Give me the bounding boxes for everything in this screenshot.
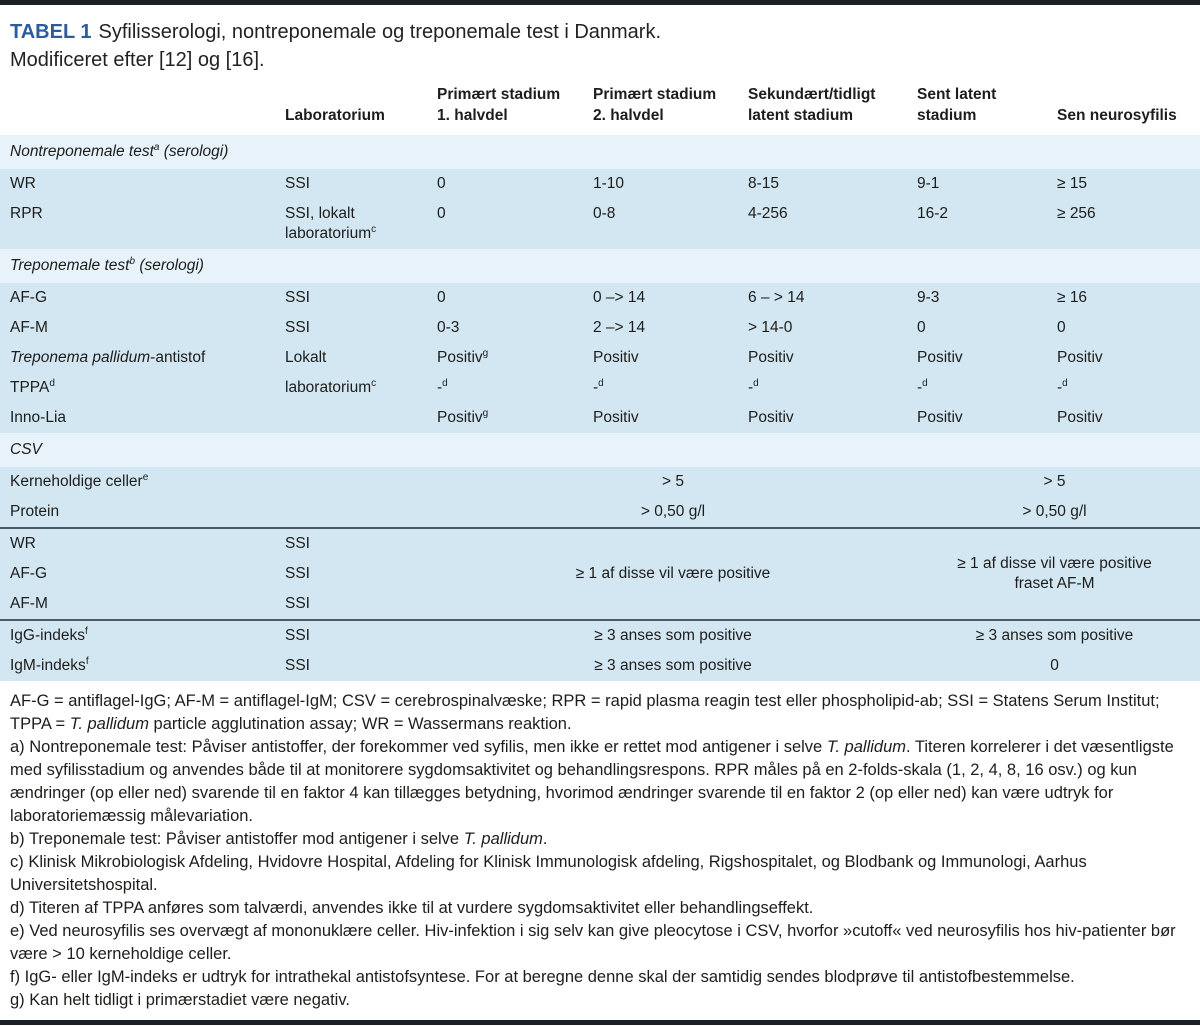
text-segment: d) Titeren af TPPA anføres som talværdi, anvendes ikke til at vurdere sygdomsaktivitet eller behandlingseffekt.: [10, 899, 814, 917]
text-segment: CSV: [10, 441, 42, 458]
column-header-line1: Primært stadium: [593, 86, 717, 103]
value-cell: [1057, 313, 1200, 343]
value-cell: [437, 343, 593, 373]
column-header-4: [748, 84, 917, 135]
text-segment: Kerneholdige celler: [10, 473, 143, 490]
text-segment: ≥ 1 af disse vil være positive: [957, 555, 1152, 572]
table-row: [0, 620, 1200, 651]
superscript-note-ref: f: [84, 625, 88, 637]
value-cell: [437, 373, 593, 403]
text-segment: -antistof: [150, 349, 206, 366]
table-row: [0, 199, 1200, 249]
text-segment: Positiv: [917, 349, 963, 366]
bottom-rule: [0, 1020, 1200, 1025]
text-segment: Protein: [10, 503, 60, 520]
superscript-note-ref: d: [753, 377, 759, 389]
value-cell: [917, 313, 1057, 343]
footnote-line: [10, 736, 1190, 828]
text-segment: Positiv: [917, 409, 963, 426]
text-segment: c) Klinisk Mikrobiologisk Afdeling, Hvidovre Hospital, Afdeling for Klinisk Immunologisk afdeling, Rigshospitalet, og Blodbank og Immunologi, Aarhus Universitetshospital.: [10, 853, 1087, 894]
value-cell: [285, 403, 437, 433]
table-row: [0, 403, 1200, 433]
text-segment: SSI: [285, 319, 310, 336]
value-cell: [285, 528, 437, 559]
value-cell: [285, 199, 437, 249]
value-cell: [1057, 283, 1200, 313]
text-segment: .: [542, 830, 548, 848]
text-segment: b) Treponemale test: Påviser antistoffer mod antigener i selve: [10, 830, 464, 848]
text-segment: 2 –> 14: [593, 319, 646, 336]
row-label-cell: [0, 373, 285, 403]
value-cell: [437, 467, 917, 497]
text-segment: -: [917, 379, 923, 396]
text-segment: ≥ 15: [1057, 175, 1088, 192]
table-row: [0, 313, 1200, 343]
table-caption-line2: Modificeret efter [12] og [16].: [10, 49, 265, 71]
table-caption: [0, 5, 1200, 84]
text-segment: Lokalt: [285, 349, 327, 366]
table-row: [0, 169, 1200, 199]
value-cell: [1057, 169, 1200, 199]
superscript-note-ref: g: [482, 347, 489, 359]
text-segment: ≥ 256: [1057, 205, 1096, 222]
value-cell: [917, 283, 1057, 313]
text-segment: > 5: [662, 473, 684, 490]
column-header-line2: 1. halvdel: [437, 107, 508, 124]
latin-term: T. pallidum: [826, 738, 906, 756]
text-segment: AF-M: [10, 595, 48, 612]
text-segment: IgG-indeks: [10, 627, 85, 644]
row-label-cell: [0, 589, 285, 620]
value-cell: [748, 343, 917, 373]
column-header-2: [437, 84, 593, 135]
text-segment: -: [593, 379, 599, 396]
text-segment: 0: [437, 205, 446, 222]
table-caption-text: Syfilisserologi, nontreponemale og treponemale test i Danmark.: [98, 21, 662, 43]
text-segment: AF-G = antiflagel-IgG; AF-M = antiflagel-IgM; CSV = cerebrospinalvæske; RPR = rapid plasma reagin test eller phospholipid-ab; SSI = Statens Serum Institut; TPPA =: [10, 692, 1160, 733]
column-header-6: [1057, 84, 1200, 135]
text-segment: Positiv: [593, 349, 639, 366]
superscript-note-ref: f: [85, 655, 89, 667]
text-segment: Treponemale test: [10, 257, 130, 274]
text-segment: RPR: [10, 205, 43, 222]
table-body: [0, 135, 1200, 681]
text-segment: -: [748, 379, 754, 396]
value-cell: [917, 651, 1200, 681]
text-segment: a) Nontreponemale test: Påviser antistoffer, der forekommer ved syfilis, men ikke er rettet mod antigener i selve: [10, 738, 827, 756]
row-label-cell: [0, 283, 285, 313]
value-cell: [748, 283, 917, 313]
value-cell: [593, 199, 748, 249]
value-cell: [748, 313, 917, 343]
text-segment: Positiv: [748, 349, 794, 366]
column-header-line1: Sekundært/tidligt: [748, 86, 876, 103]
text-segment: g) Kan helt tidligt i primærstadiet være negativ.: [10, 991, 350, 1009]
text-segment: 0-3: [437, 319, 460, 336]
text-segment: Inno-Lia: [10, 409, 67, 426]
superscript-note-ref: c: [371, 377, 377, 389]
value-cell: [285, 373, 437, 403]
column-header-1: [285, 84, 437, 135]
row-label-cell: [0, 651, 285, 681]
row-label-cell: [0, 620, 285, 651]
column-header-line2: latent stadium: [748, 107, 854, 124]
column-header-0: [0, 84, 285, 135]
text-segment: SSI: [285, 535, 310, 552]
text-segment: 9-1: [917, 175, 940, 192]
text-segment: SSI: [285, 657, 310, 674]
footnote-line: [10, 897, 1190, 920]
value-cell: [285, 620, 437, 651]
row-label-cell: [0, 169, 285, 199]
section-header-cell: [0, 433, 1200, 467]
text-segment: Nontreponemale test: [10, 143, 154, 160]
text-segment: SSI, lokalt: [285, 205, 355, 222]
latin-term: T. pallidum: [69, 715, 149, 733]
section-header-row: [0, 433, 1200, 467]
text-segment: 0: [437, 175, 446, 192]
section-header-row: [0, 135, 1200, 169]
text-segment: -: [437, 379, 443, 396]
text-segment: f) IgG- eller IgM-indeks er udtryk for intrathekal antistofsyntese. For at beregne denne skal der samtidig sendes blodprøve til antistofbestemmelse.: [10, 968, 1075, 986]
text-segment: SSI: [285, 595, 310, 612]
footnote-line: [10, 690, 1190, 736]
text-segment: 0: [1050, 657, 1059, 674]
value-cell: [748, 403, 917, 433]
value-cell: [437, 403, 593, 433]
value-cell: [1057, 403, 1200, 433]
text-segment: AF-G: [10, 289, 48, 306]
column-header-line2: Sen neurosyfilis: [1057, 107, 1177, 124]
value-cell: [285, 283, 437, 313]
text-segment: SSI: [285, 565, 310, 582]
value-cell: [437, 497, 917, 528]
superscript-note-ref: e: [142, 471, 149, 483]
latin-term: T. pallidum: [463, 830, 543, 848]
text-segment: Positiv: [437, 349, 483, 366]
value-cell: [917, 497, 1200, 528]
superscript-note-ref: b: [129, 255, 136, 267]
value-cell: [593, 403, 748, 433]
text-segment: Positiv: [437, 409, 483, 426]
value-cell: [917, 169, 1057, 199]
superscript-note-ref: c: [371, 223, 377, 235]
value-cell: [437, 169, 593, 199]
footnote-line: [10, 851, 1190, 897]
row-label-cell: [0, 559, 285, 589]
column-header-line2: stadium: [917, 107, 977, 124]
column-header-3: [593, 84, 748, 135]
value-cell: [437, 283, 593, 313]
column-header-line2: Laboratorium: [285, 107, 385, 124]
value-cell: [1057, 373, 1200, 403]
text-segment: (serologi): [135, 257, 204, 274]
text-segment: 8-15: [748, 175, 780, 192]
text-segment: 0: [917, 319, 926, 336]
text-segment: Positiv: [1057, 409, 1103, 426]
superscript-note-ref: d: [49, 377, 55, 389]
value-cell: [917, 199, 1057, 249]
value-cell: [1057, 199, 1200, 249]
superscript-note-ref: d: [598, 377, 604, 389]
value-cell: [917, 620, 1200, 651]
value-cell: [593, 169, 748, 199]
text-segment: . Titeren korrelerer i det væsentligste med syfilisstadium og anvendes både til at monitorere sygdomsaktivitet og behandlingsrespons. RPR måles på en 2-folds-skala (1, 2, 4, 8, 16 osv.) og kun ændringer (op eller ned) svarende til en faktor 4 kan tillægges betydning, hvorimod ændringer svarende til en faktor 2 (op eller ned) kan være udtryk for laboratoriemæssig målevariation.: [10, 738, 1174, 825]
text-segment: SSI: [285, 289, 310, 306]
value-cell: [917, 528, 1200, 620]
column-header-line1: Sent latent: [917, 86, 997, 103]
text-segment: SSI: [285, 627, 310, 644]
table-row: [0, 373, 1200, 403]
text-segment: 6 – > 14: [748, 289, 805, 306]
footnote-line: [10, 966, 1190, 989]
text-segment: ≥ 1 af disse vil være positive: [575, 565, 771, 582]
table-row: [0, 343, 1200, 373]
value-cell: [593, 343, 748, 373]
value-cell: [593, 283, 748, 313]
value-cell: [285, 497, 437, 528]
text-segment: > 0,50 g/l: [1022, 503, 1087, 520]
value-cell: [285, 559, 437, 589]
value-cell: [437, 651, 917, 681]
text-segment: SSI: [285, 175, 310, 192]
text-segment: particle agglutination assay; WR = Wassermans reaktion.: [148, 715, 572, 733]
value-cell: [285, 651, 437, 681]
text-segment: TPPA: [10, 379, 50, 396]
serology-table: [0, 84, 1200, 681]
column-header-row: [0, 84, 1200, 135]
value-cell: [917, 403, 1057, 433]
superscript-note-ref: d: [442, 377, 448, 389]
value-cell: [437, 199, 593, 249]
text-segment: WR: [10, 535, 36, 552]
value-cell: [285, 169, 437, 199]
column-header-line2: 2. halvdel: [593, 107, 664, 124]
value-cell: [748, 199, 917, 249]
value-cell: [593, 313, 748, 343]
text-segment: ≥ 3 anses som positive: [594, 657, 752, 674]
row-label-cell: [0, 313, 285, 343]
text-segment: (serologi): [159, 143, 229, 160]
table-header: [0, 84, 1200, 135]
superscript-note-ref: a: [153, 141, 160, 153]
value-cell: [1057, 343, 1200, 373]
row-label-cell: [0, 343, 285, 373]
text-segment: ≥ 3 anses som positive: [594, 627, 752, 644]
text-segment: > 14-0: [748, 319, 793, 336]
value-cell: [917, 467, 1200, 497]
value-cell: [285, 313, 437, 343]
table-row: [0, 467, 1200, 497]
section-header-cell: [0, 249, 1200, 283]
value-cell: [285, 589, 437, 620]
table-caption-label: TABEL 1: [10, 21, 92, 43]
text-segment: ≥ 3 anses som positive: [975, 627, 1134, 644]
row-label-cell: [0, 403, 285, 433]
text-segment: 0: [1057, 319, 1066, 336]
row-label-cell: [0, 528, 285, 559]
row-label-cell: [0, 467, 285, 497]
superscript-note-ref: d: [1062, 377, 1068, 389]
value-cell: [437, 313, 593, 343]
text-segment: 0 –> 14: [593, 289, 646, 306]
superscript-note-ref: d: [922, 377, 928, 389]
text-segment: laboratorium: [285, 225, 372, 242]
section-header-cell: [0, 135, 1200, 169]
text-segment: IgM-indeks: [10, 657, 86, 674]
text-segment: WR: [10, 175, 36, 192]
row-label-cell: [0, 497, 285, 528]
text-segment: 9-3: [917, 289, 940, 306]
text-segment: Positiv: [593, 409, 639, 426]
section-header-row: [0, 249, 1200, 283]
value-cell: [437, 620, 917, 651]
value-cell: [285, 467, 437, 497]
footnote-line: [10, 920, 1190, 966]
table-row: [0, 497, 1200, 528]
text-segment: 1-10: [593, 175, 625, 192]
column-header-5: [917, 84, 1057, 135]
text-segment: Positiv: [1057, 349, 1103, 366]
footnote-line: [10, 989, 1190, 1012]
text-segment: -: [1057, 379, 1063, 396]
text-segment: fraset AF-M: [1014, 575, 1095, 592]
text-segment: 4-256: [748, 205, 788, 222]
value-cell: [593, 373, 748, 403]
table-row: [0, 283, 1200, 313]
superscript-note-ref: g: [482, 407, 489, 419]
text-segment: ≥ 16: [1057, 289, 1088, 306]
text-segment: > 5: [1043, 473, 1066, 490]
table-row: [0, 651, 1200, 681]
value-cell: [437, 528, 917, 620]
value-cell: [748, 373, 917, 403]
column-header-line1: Primært stadium: [437, 86, 561, 103]
text-segment: laboratorium: [285, 379, 372, 396]
value-cell: [917, 343, 1057, 373]
text-segment: AF-M: [10, 319, 48, 336]
text-segment: Positiv: [748, 409, 794, 426]
text-segment: > 0,50 g/l: [640, 503, 706, 520]
latin-term: Treponema pallidum: [10, 349, 151, 366]
value-cell: [748, 169, 917, 199]
table-row: [0, 528, 1200, 559]
value-cell: [917, 373, 1057, 403]
text-segment: 0: [437, 289, 446, 306]
text-segment: AF-G: [10, 565, 48, 582]
row-label-cell: [0, 199, 285, 249]
footnote-line: [10, 828, 1190, 851]
footnotes: [0, 681, 1200, 1012]
text-segment: 16-2: [917, 205, 949, 222]
text-segment: e) Ved neurosyfilis ses overvægt af mononuklære celler. Hiv-infektion i sig selv kan give pleocytose i CSV, hvorfor »cutoff« ved neurosyfilis hos hiv-patienter bør være > 10 kerneholdige celler.: [10, 922, 1176, 963]
text-segment: 0-8: [593, 205, 616, 222]
value-cell: [285, 343, 437, 373]
